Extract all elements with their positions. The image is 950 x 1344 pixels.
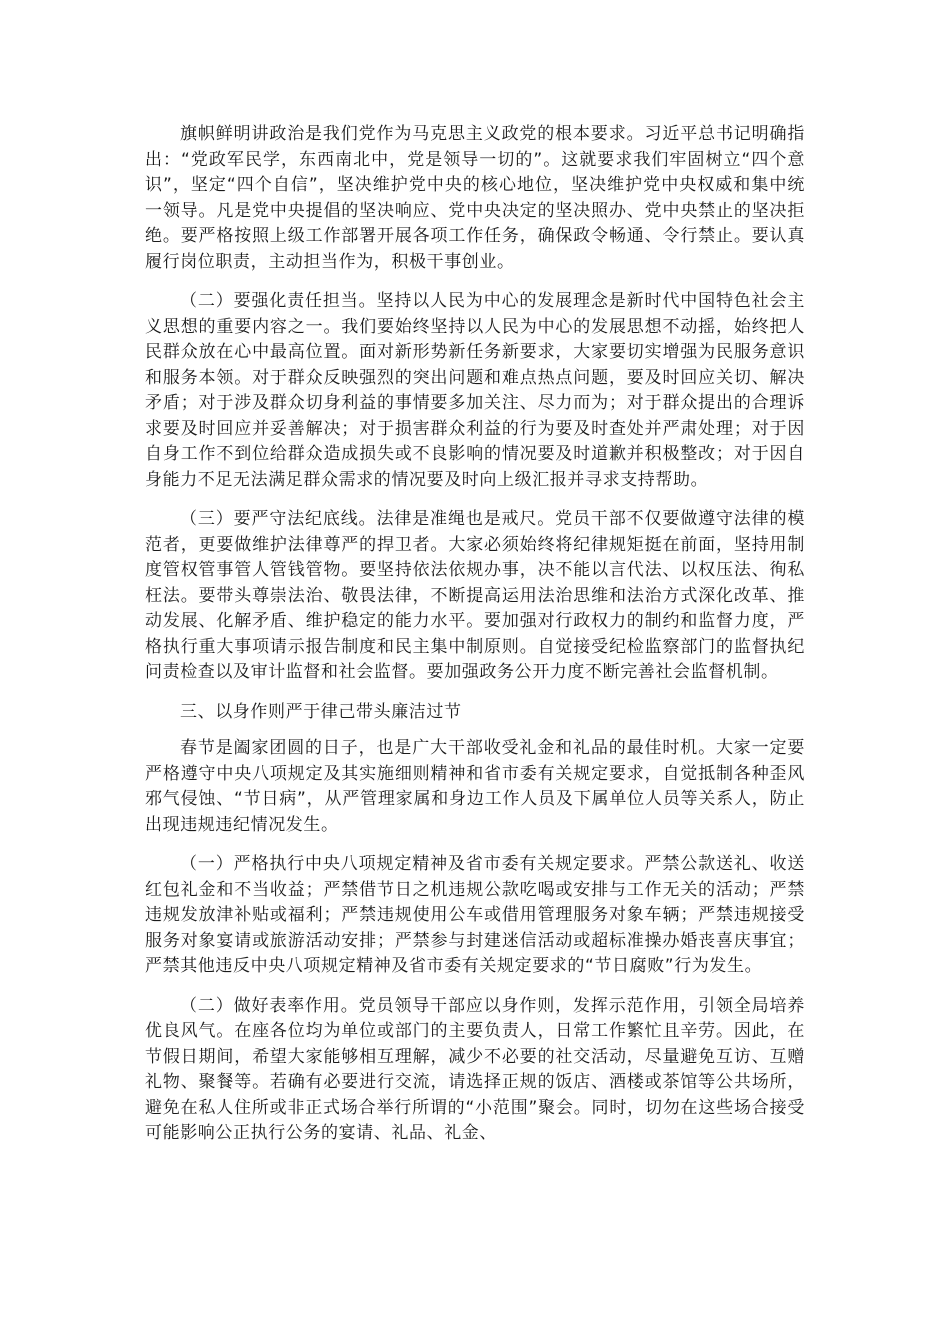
- document-page: [145, 122, 805, 1161]
- paragraph-role-model: （二）做好表率作用。党员领导干部应以身作则，发挥示范作用，引领全局培养优良风气。在座各位均为单位或部门的主要负责人，日常工作繁忙且辛劳。因此，在节假日期间，希望大家能够相互理解，减少不必要的社交活动，尽量避免互访、互赠礼物、聚餐等。若确有必要进行交流，请选择正规的饭店、酒楼或茶馆等公共场所，避免在私人住所或非正式场合举行所谓的“小范围”聚会。同时，切勿在这些场合接受可能影响公正执行公务的宴请、礼品、礼金、: [145, 995, 805, 1143]
- paragraph-legal-discipline: （三）要严守法纪底线。法律是准绳也是戒尺。党员干部不仅要做遵守法律的模范者，更要做维护法律尊严的捍卫者。大家必须始终将纪律规矩挺在前面，坚持用制度管权管事管人管钱管物。要坚持依法依规办事，决不能以言代法、以权压法、徇私枉法。要带头尊崇法治、敬畏法律，不断提高运用法治思维和法治方式深化改革、推动发展、化解矛盾、维护稳定的能力水平。要加强对行政权力的制约和监督力度，严格执行重大事项请示报告制度和民主集中制原则。自觉接受纪检监察部门的监督执纪问责检查以及审计监督和社会监督。要加强政务公开力度不断完善社会监督机制。: [145, 509, 805, 682]
- paragraph-responsibility: （二）要强化责任担当。坚持以人民为中心的发展理念是新时代中国特色社会主义思想的重要内容之一。我们要始终坚持以人民为中心的发展思想不动摇，始终把人民群众放在心中最高位置。面对新形势新任务新要求，大家要切实增强为民服务意识和服务本领。对于群众反映强烈的突出问题和难点热点问题，要及时回应关切、解决矛盾；对于涉及群众切身利益的事情要多加关注、尽力而为；对于群众提出的合理诉求要及时回应并妥善解决；对于损害群众利益的行为要及时查处并严肃处理；对于因自身工作不到位给群众造成损失或不良影响的情况要及时道歉并积极整改；对于因自身能力不足无法满足群众需求的情况要及时向上级汇报并寻求支持帮助。: [145, 291, 805, 490]
- paragraph-spring-festival: 春节是阖家团圆的日子，也是广大干部收受礼金和礼品的最佳时机。大家一定要严格遵守中央八项规定及其实施细则精神和省市委有关规定要求，自觉抵制各种歪风邪气侵蚀、“节日病”，从严管理家属和身边工作人员及下属单位人员等关系人，防止出现违规违纪情况发生。: [145, 738, 805, 835]
- paragraph-eight-rules: （一）严格执行中央八项规定精神及省市委有关规定要求。严禁公款送礼、收送红包礼金和不当收益；严禁借节日之机违规公款吃喝或安排与工作无关的活动；严禁违规发放津补贴或福利；严禁违规使用公车或借用管理服务对象车辆；严禁违规接受服务对象宴请或旅游活动安排；严禁参与封建迷信活动或超标准操办婚丧喜庆事宜；严禁其他违反中央八项规定精神及省市委有关规定要求的“节日腐败”行为发生。: [145, 854, 805, 976]
- paragraph-political-stance: 旗帜鲜明讲政治是我们党作为马克思主义政党的根本要求。习近平总书记明确指出：“党政军民学，东西南北中，党是领导一切的”。这就要求我们牢固树立“四个意识”，坚定“四个自信”，坚决维护党中央的核心地位，坚决维护党中央权威和集中统一领导。凡是党中央提倡的坚决响应、党中央决定的坚决照办、党中央禁止的坚决拒绝。要严格按照上级工作部署开展各项工作任务，确保政令畅通、令行禁止。要认真履行岗位职责，主动担当作为，积极干事创业。: [145, 124, 805, 272]
- section-heading-integrity: 三、以身作则严于律己带头廉洁过节: [180, 701, 462, 722]
